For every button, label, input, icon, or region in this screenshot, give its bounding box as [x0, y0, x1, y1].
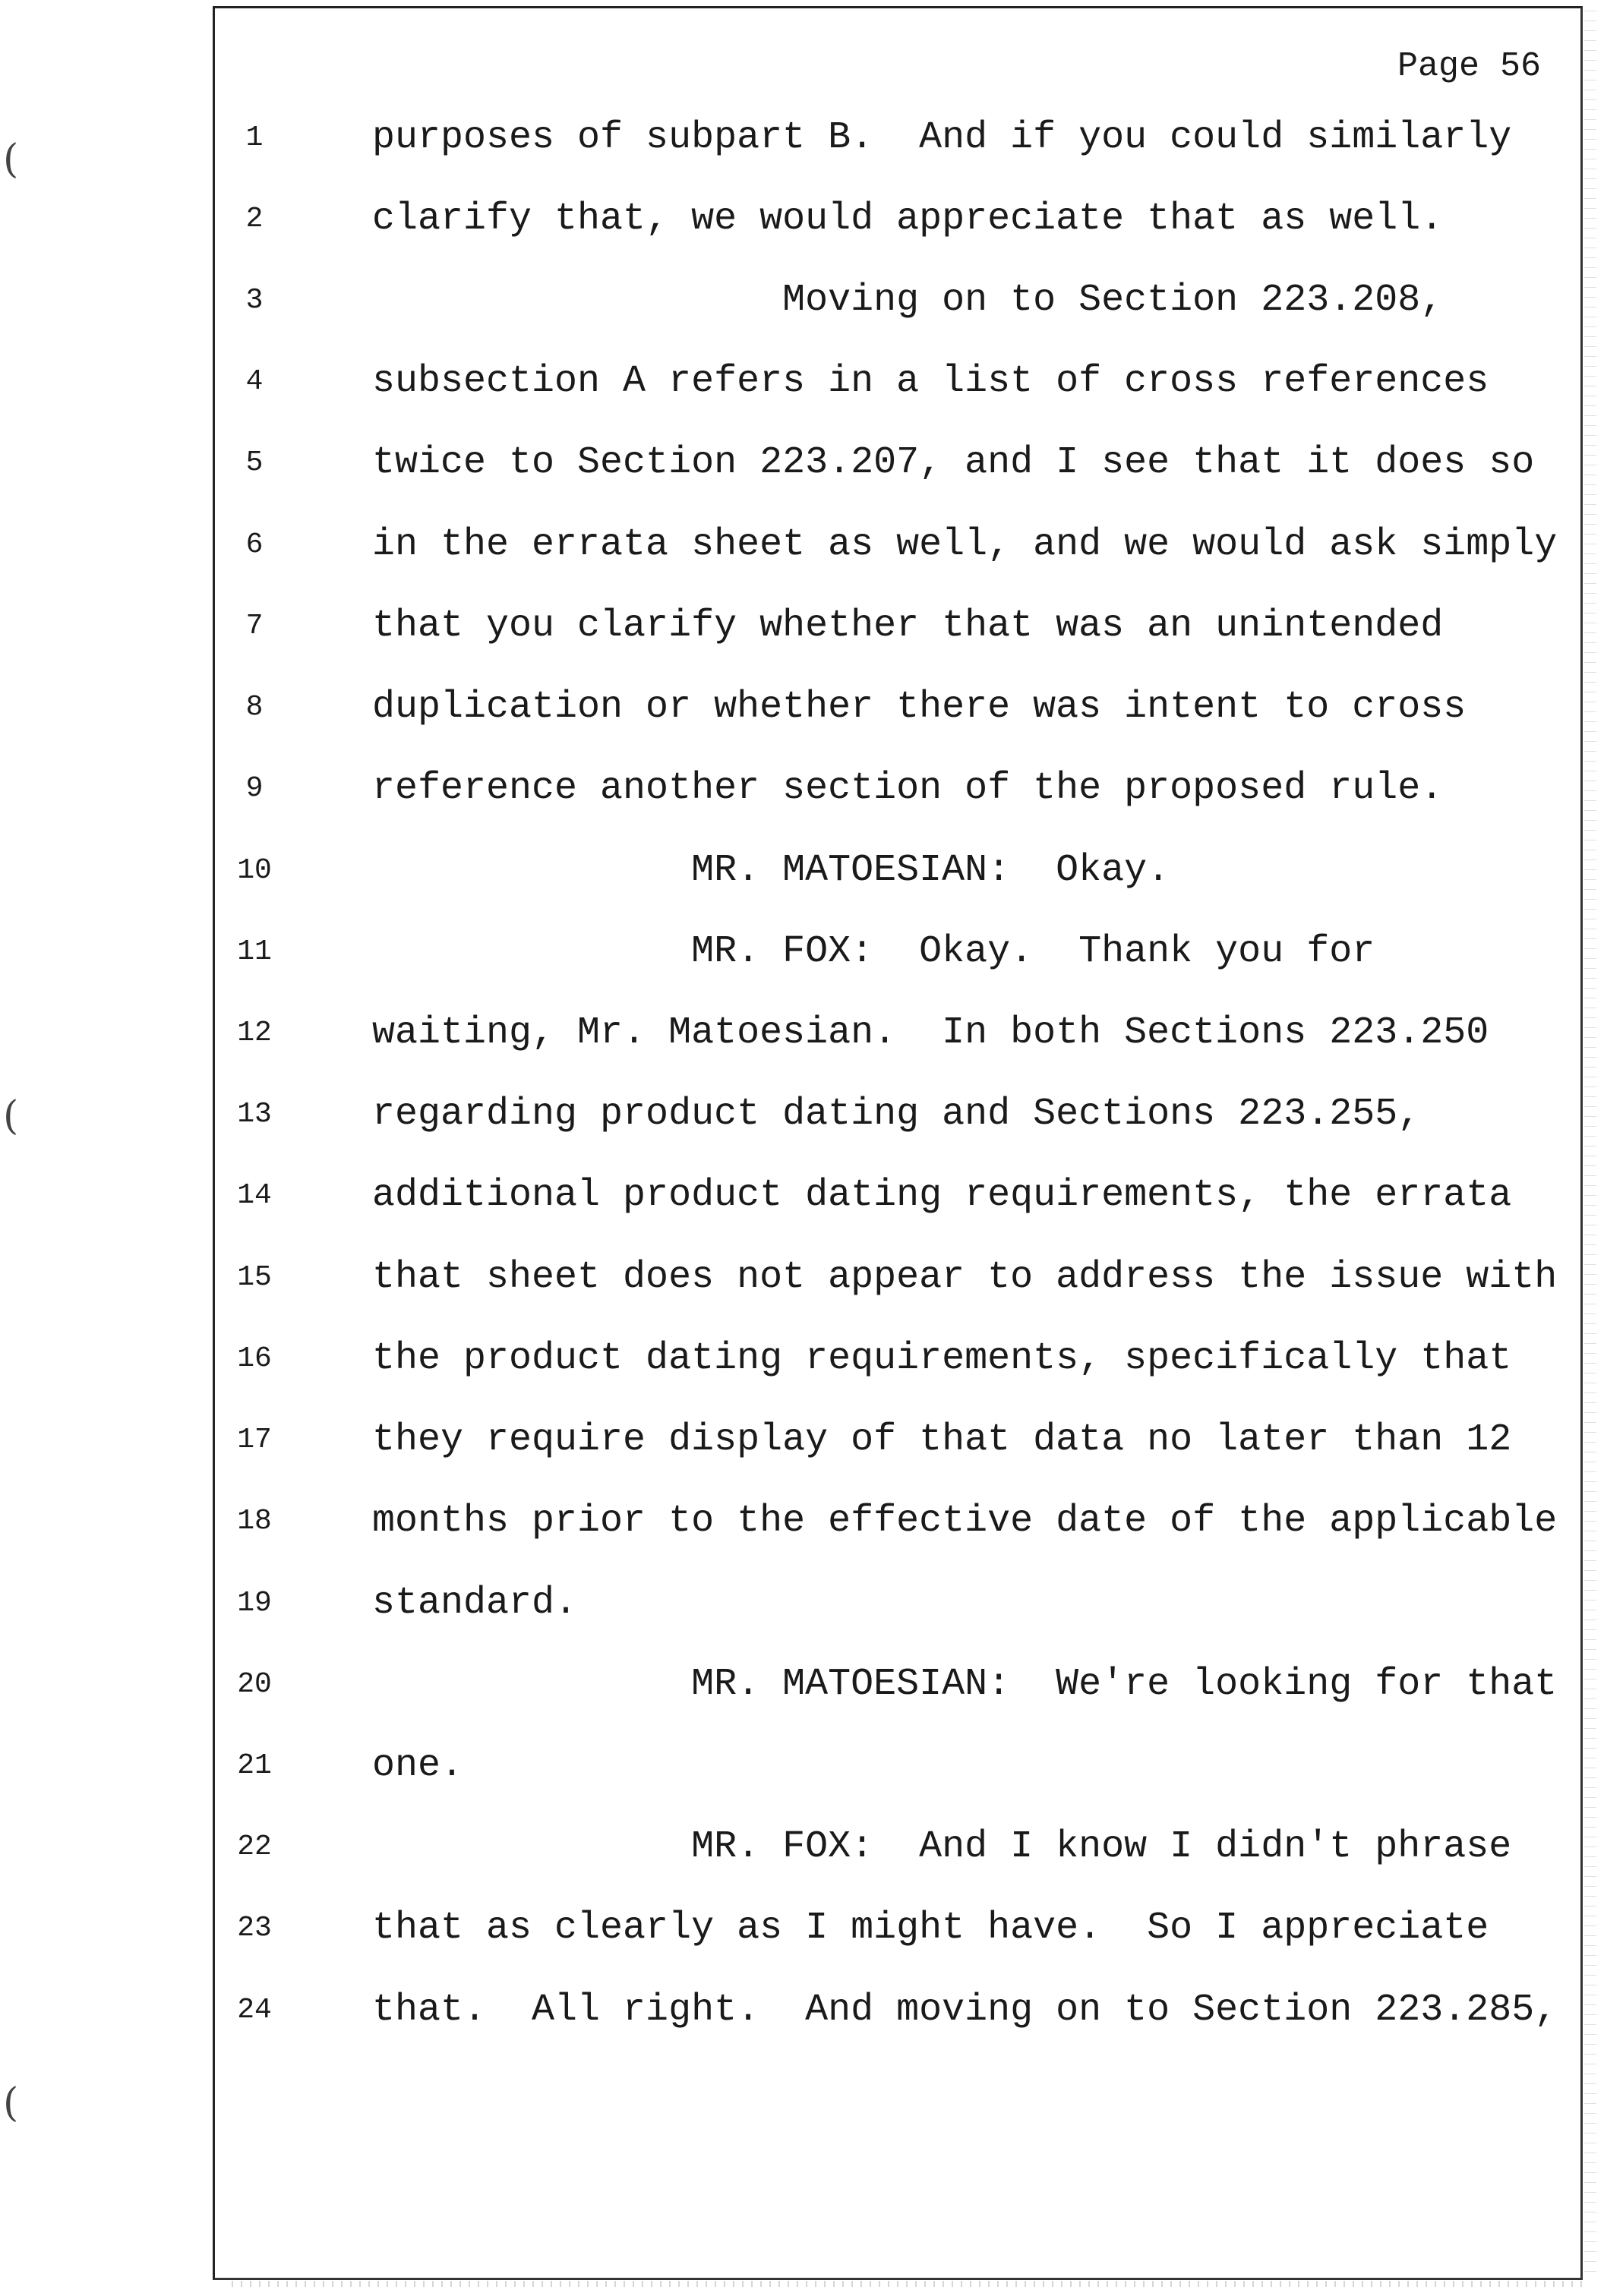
line-text: MR. FOX: And I know I didn't phrase — [372, 1825, 1512, 1869]
line-number: 3 — [245, 284, 264, 317]
line-number: 21 — [237, 1749, 272, 1782]
line-text: reference another section of the proposed rule. — [372, 767, 1444, 810]
line-text: regarding product dating and Sections 223.255, — [372, 1093, 1421, 1136]
line-text: that as clearly as I might have. So I appreciate — [372, 1906, 1489, 1950]
transcript-line — [0, 929, 1604, 975]
transcript-line — [0, 1092, 1604, 1137]
line-text: MR. MATOESIAN: Okay. — [372, 849, 1170, 892]
line-number: 1 — [245, 121, 264, 154]
page-number: Page 56 — [1397, 47, 1542, 86]
line-text: that you clarify whether that was an unintended — [372, 604, 1444, 648]
line-number: 9 — [245, 772, 264, 805]
line-number: 15 — [237, 1261, 272, 1294]
transcript-line — [0, 522, 1604, 568]
transcript-line — [0, 1418, 1604, 1463]
transcript-line — [0, 1906, 1604, 1951]
line-number: 12 — [237, 1017, 272, 1049]
transcript-line — [0, 359, 1604, 405]
line-text: purposes of subpart B. And if you could similarly — [372, 116, 1512, 159]
line-number: 18 — [237, 1505, 272, 1538]
line-text: waiting, Mr. Matoesian. In both Sections 223.250 — [372, 1011, 1489, 1055]
transcript-line — [0, 1824, 1604, 1870]
transcript-line — [0, 766, 1604, 812]
line-text: that sheet does not appear to address the issue with — [372, 1256, 1558, 1299]
line-number: 2 — [245, 203, 264, 235]
transcript-line — [0, 197, 1604, 242]
line-text: MR. FOX: Okay. Thank you for — [372, 930, 1375, 973]
line-text: one. — [372, 1744, 464, 1787]
line-number: 16 — [237, 1342, 272, 1375]
line-number: 22 — [237, 1831, 272, 1863]
line-number: 24 — [237, 1994, 272, 2026]
line-text: twice to Section 223.207, and I see that it does so — [372, 441, 1535, 484]
line-number: 8 — [245, 691, 264, 724]
line-number: 4 — [245, 365, 264, 398]
scan-edge-bottom — [228, 2281, 1587, 2287]
transcript-line — [0, 1743, 1604, 1789]
line-number: 23 — [237, 1912, 272, 1944]
line-number: 14 — [237, 1179, 272, 1212]
transcript-line — [0, 115, 1604, 161]
transcript-line — [0, 1336, 1604, 1382]
transcript-line — [0, 1173, 1604, 1219]
line-number: 19 — [237, 1587, 272, 1620]
line-text: the product dating requirements, specifically that — [372, 1337, 1512, 1380]
transcript-line — [0, 1988, 1604, 2033]
line-text: Moving on to Section 223.208, — [372, 279, 1444, 322]
line-text: additional product dating requirements, the errata — [372, 1174, 1512, 1217]
transcript-line — [0, 440, 1604, 486]
transcript-line — [0, 685, 1604, 730]
transcript-line — [0, 1255, 1604, 1301]
binder-hole-mark-middle: ( — [3, 1093, 19, 1139]
line-number: 6 — [245, 528, 264, 561]
binder-hole-mark-bottom: ( — [3, 2080, 19, 2126]
line-text: clarify that, we would appreciate that as well. — [372, 197, 1444, 241]
line-number: 7 — [245, 610, 264, 642]
line-number: 11 — [237, 935, 272, 968]
line-text: subsection A refers in a list of cross references — [372, 360, 1489, 403]
line-text: months prior to the effective date of the applicable — [372, 1500, 1558, 1543]
transcript-line — [0, 278, 1604, 323]
transcript-line — [0, 604, 1604, 649]
transcript-line — [0, 1011, 1604, 1056]
binder-hole-mark-top: ( — [3, 137, 19, 182]
line-number: 20 — [237, 1668, 272, 1701]
line-number: 13 — [237, 1098, 272, 1131]
line-number: 10 — [237, 854, 272, 887]
transcript-line — [0, 1499, 1604, 1544]
transcript-line — [0, 848, 1604, 894]
line-text: MR. MATOESIAN: We're looking for that — [372, 1663, 1558, 1706]
line-number: 17 — [237, 1424, 272, 1456]
line-text: that. All right. And moving on to Section 223.285, — [372, 1988, 1558, 2032]
line-text: duplication or whether there was intent to cross — [372, 686, 1467, 729]
transcript-line — [0, 1581, 1604, 1626]
line-number: 5 — [245, 446, 264, 479]
line-text: they require display of that data no later than 12 — [372, 1418, 1512, 1462]
transcript-line — [0, 1662, 1604, 1708]
line-text: standard. — [372, 1582, 578, 1625]
line-text: in the errata sheet as well, and we would ask simply — [372, 523, 1558, 566]
